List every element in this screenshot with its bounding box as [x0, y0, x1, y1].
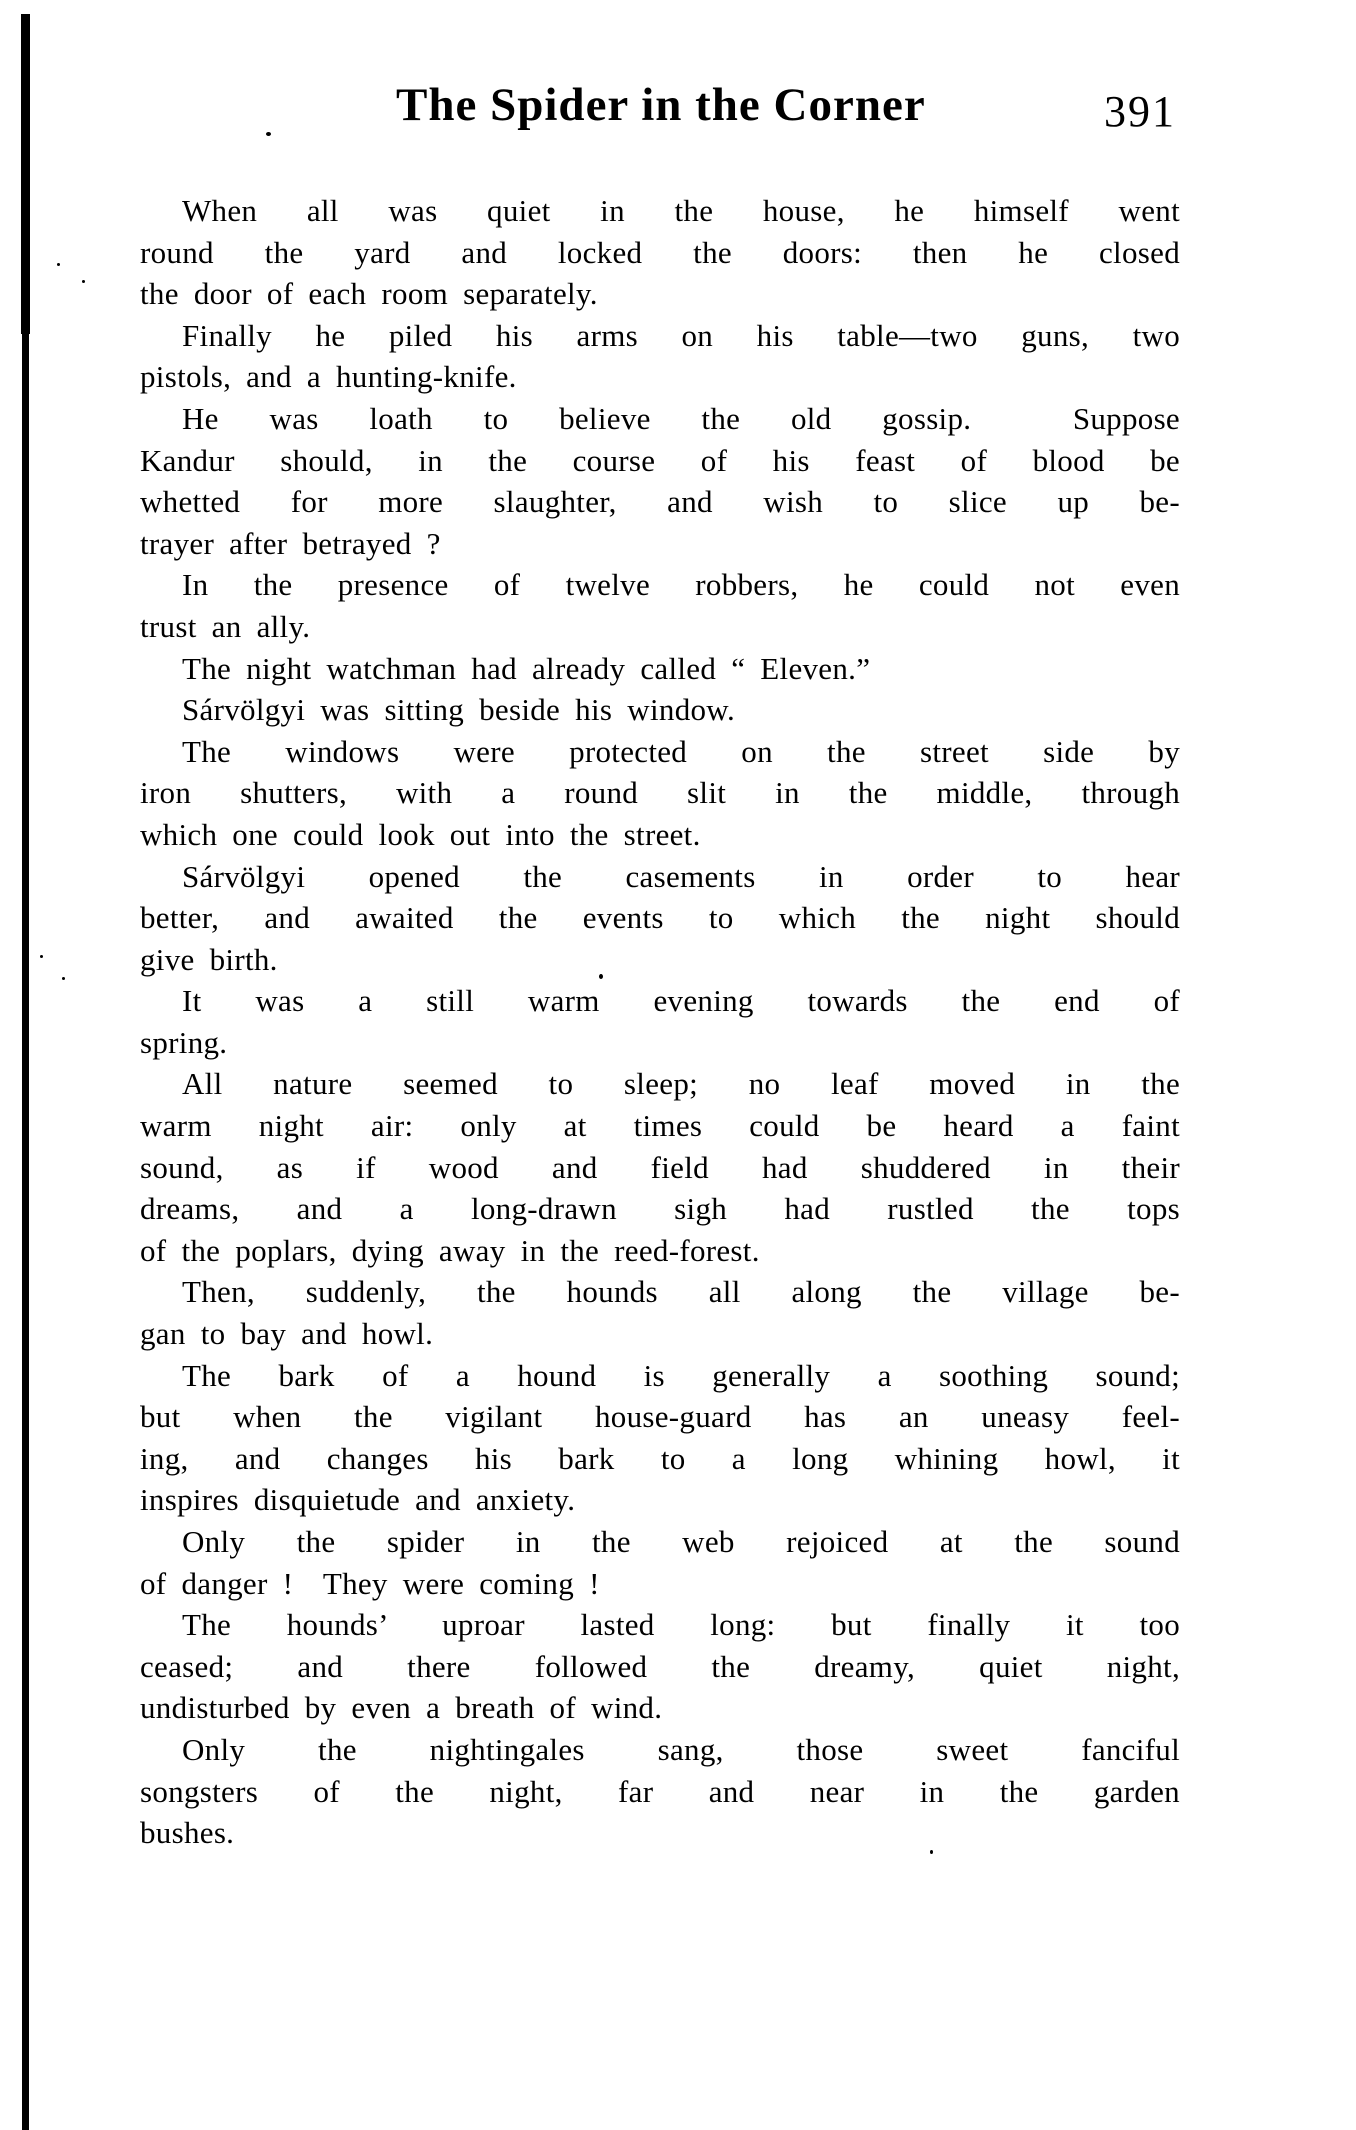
text-line: Sárvölgyi opened the casements in order to hear	[182, 858, 1180, 894]
text-line: sound, as if wood and field had shuddered in their	[140, 1149, 1180, 1185]
text-line: gan to bay and howl.	[140, 1316, 434, 1352]
text-line: trayer after betrayed ?	[140, 525, 441, 561]
text-line: Only the nightingales sang, those sweet fanciful	[182, 1731, 1180, 1767]
text-line: spring.	[140, 1024, 228, 1060]
paragraph	[140, 1355, 1180, 1521]
text-line: but when the vigilant house-guard has an uneasy feel-	[140, 1399, 1180, 1435]
text-line: All nature seemed to sleep; no leaf moved in the	[182, 1066, 1180, 1102]
paragraph	[140, 980, 1180, 1063]
scan-speck	[62, 977, 65, 980]
text-line: of danger ! They were coming !	[140, 1565, 600, 1601]
left-margin-rule-thick-segment	[21, 14, 30, 334]
text-line: dreams, and a long-drawn sigh had rustled the tops	[140, 1191, 1180, 1227]
text-line: inspires disquietude and anxiety.	[140, 1482, 576, 1518]
paragraph	[140, 1729, 1180, 1854]
text-line: bushes.	[140, 1815, 235, 1851]
paragraph	[140, 190, 1180, 315]
text-line: warm night air: only at times could be heard a faint	[140, 1108, 1180, 1144]
text-line: When all was quiet in the house, he himself went	[182, 193, 1180, 228]
paragraph	[140, 1271, 1180, 1354]
text-line: In the presence of twelve robbers, he could not even	[182, 567, 1180, 603]
text-line: of the poplars, dying away in the reed-forest.	[140, 1232, 760, 1268]
text-line: undisturbed by even a breath of wind.	[140, 1690, 663, 1726]
text-line: ceased; and there followed the dreamy, quiet night,	[140, 1648, 1180, 1684]
text-line: round the yard and locked the doors: then he closed	[140, 234, 1180, 270]
text-line: The night watchman had already called “ Eleven.”	[182, 650, 871, 686]
scan-speck	[599, 974, 603, 979]
text-line: ing, and changes his bark to a long whining howl, it	[140, 1440, 1180, 1476]
text-line: The bark of a hound is generally a soothing sound;	[182, 1357, 1180, 1393]
paragraph	[140, 564, 1180, 647]
scan-speck	[57, 263, 60, 266]
page-number: 391	[1104, 87, 1176, 136]
paragraph	[140, 398, 1180, 564]
running-title: The Spider in the Corner	[396, 79, 926, 131]
text-line: songsters of the night, far and near in the garden	[140, 1773, 1180, 1809]
text-line: give birth.	[140, 941, 278, 977]
text-line: He was loath to believe the old gossip. Suppose	[182, 400, 1180, 436]
body-text	[140, 190, 1180, 1854]
text-line: Sárvölgyi was sitting beside his window.	[182, 692, 736, 728]
text-line: trust an ally.	[140, 608, 311, 644]
scan-speck	[40, 955, 43, 958]
text-line: Then, suddenly, the hounds all along the village be-	[182, 1274, 1180, 1310]
scan-speck	[930, 1850, 933, 1854]
paragraph	[140, 1521, 1180, 1604]
paragraph	[140, 856, 1180, 981]
paragraph	[140, 689, 1180, 731]
text-line: The hounds’ uproar lasted long: but finally it too	[182, 1607, 1180, 1643]
text-line: iron shutters, with a round slit in the middle, through	[140, 775, 1180, 811]
paragraph	[140, 731, 1180, 856]
text-line: Finally he piled his arms on his table—two guns, two	[182, 317, 1180, 353]
text-line: pistols, and a hunting-knife.	[140, 359, 517, 395]
text-line: which one could look out into the street.	[140, 816, 701, 852]
text-line: It was a still warm evening towards the end of	[182, 983, 1180, 1019]
paragraph	[140, 648, 1180, 690]
paragraph	[140, 315, 1180, 398]
text-line: whetted for more slaughter, and wish to slice up be-	[140, 484, 1180, 520]
text-line: The windows were protected on the street side by	[182, 733, 1180, 769]
text-line: Kandur should, in the course of his feast of blood be	[140, 442, 1180, 478]
text-line: better, and awaited the events to which the night should	[140, 900, 1180, 936]
paragraph	[140, 1063, 1180, 1271]
paragraph	[140, 1604, 1180, 1729]
scan-speck	[266, 132, 271, 136]
text-line: the door of each room separately.	[140, 276, 598, 312]
text-line: Only the spider in the web rejoiced at the sound	[182, 1524, 1180, 1559]
scan-speck	[82, 280, 85, 283]
